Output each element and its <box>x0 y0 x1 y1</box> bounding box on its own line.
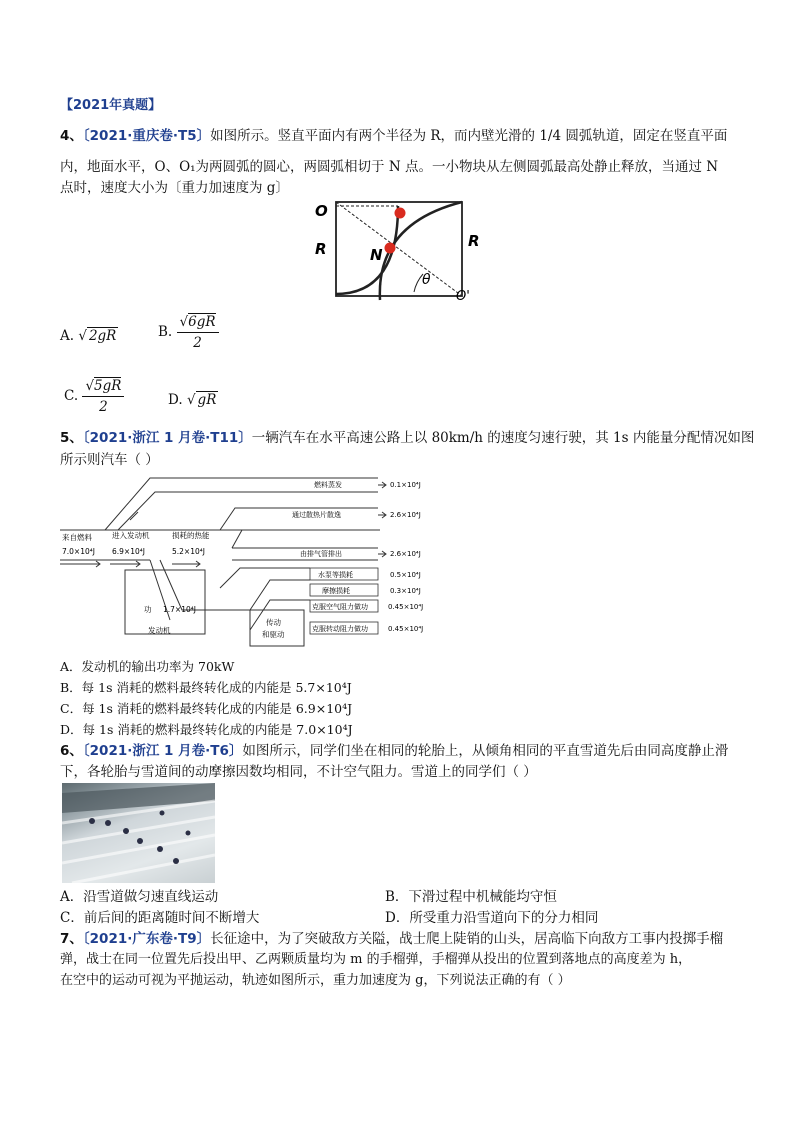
option-c-denominator: 2 <box>99 399 108 415</box>
option-b-fraction: $\frac{√6gR}{2}$ <box>177 312 219 353</box>
q7-source-tag: 〔2021·广东卷·T9〕 <box>82 931 211 947</box>
label-heat-loss-value: 5.2×10⁴J <box>172 547 205 556</box>
label-r-left: R <box>315 240 327 258</box>
output-label-2: 通过散热片散逸 <box>292 511 341 519</box>
label-engine-in: 进入发动机 <box>112 531 150 540</box>
option-c-label: C. <box>64 388 79 404</box>
output-label-4: 水泵等损耗 <box>318 571 353 579</box>
option-b-label: B. <box>158 324 173 340</box>
q6-number: 6、 <box>60 743 83 759</box>
option-d-label: D. <box>168 392 183 408</box>
label-work-value: 1.7×10⁴J <box>163 605 196 614</box>
q6-source-tag: 〔2021·浙江 1 月卷·T6〕 <box>82 743 243 759</box>
q4-option-d[interactable] <box>168 390 218 410</box>
section-title: 【2021年真题】 <box>60 98 162 113</box>
option-c-radicand: 5gR <box>94 378 122 394</box>
label-work: 功 <box>144 605 152 614</box>
label-n: N <box>370 246 383 264</box>
output-value-4: 0.5×10⁴J <box>390 571 421 579</box>
option-c-fraction: $\frac{√5gR}{2}$ <box>82 376 124 417</box>
q4-line1 <box>60 126 727 146</box>
output-value-5: 0.3×10⁴J <box>390 587 421 595</box>
q4-source-tag: 〔2021·重庆卷·T5〕 <box>82 128 211 144</box>
q4-arc-figure <box>306 196 496 304</box>
q4-line3: 点时，速度大小为〔重力加速度为 g〕 <box>60 180 289 196</box>
label-heat-loss: 损耗的热能 <box>172 531 210 540</box>
output-label-3: 由排气管排出 <box>300 550 342 558</box>
q4-line2: 内，地面水平，O、O₁为两圆弧的圆心，两圆弧相切于 N 点。一小物块从左侧圆弧最高处静止释放，当通过 N <box>60 159 719 175</box>
q4-text-1: 如图所示。竖直平面内有两个半径为 R，而内壁光滑的 1/4 圆弧轨道，固定在竖直平面 <box>210 128 728 144</box>
output-value-2: 2.6×10⁴J <box>390 511 421 519</box>
label-transmission-1: 传动 <box>266 618 281 627</box>
q6-option-a[interactable]: A．沿雪道做匀速直线运动 <box>60 889 219 905</box>
q7-text-1: 长征途中，为了突破敌方关隘，战士爬上陡销的山头，居高临下向敌方工事内投掷手榴 <box>210 931 724 947</box>
q5-line1 <box>60 428 754 448</box>
block-at-n <box>385 243 396 254</box>
label-engine-in-value: 6.9×10⁴J <box>112 547 145 556</box>
label-r-right: R <box>468 232 480 250</box>
label-theta: θ <box>422 272 431 288</box>
energy-flow-diagram <box>60 470 432 648</box>
label-o: O <box>315 202 328 220</box>
q5-text-1: 一辆汽车在水平高速公路上以 80km/h 的速度匀速行驶，其 1s 内能量分配情况如图 <box>251 430 755 446</box>
q4-number: 4、 <box>60 128 83 144</box>
option-b-radicand: 6gR <box>188 314 216 330</box>
option-a-sqrt: √ 2gR <box>78 328 117 344</box>
q7-line1 <box>60 929 723 949</box>
label-source: 来自燃料 <box>62 533 92 542</box>
output-label-5: 摩擦损耗 <box>322 587 350 595</box>
q5-option-c[interactable]: C．每 1s 消耗的燃料最终转化成的内能是 6.9×10⁴J <box>60 701 353 716</box>
q6-text-1: 如图所示，同学们坐在相同的轮胎上，从倾角相同的平直雪道先后由同高度静止滑 <box>242 743 729 759</box>
q5-line2: 所示则汽车（ ） <box>60 452 159 468</box>
output-label-6: 克服空气阻力做功 <box>312 603 368 611</box>
q5-number: 5、 <box>60 430 83 446</box>
q6-line2: 下，各轮胎与雪道间的动摩擦因数均相同，不计空气阻力。雪道上的同学们（ ） <box>60 764 537 780</box>
option-d-radicand: gR <box>197 392 217 408</box>
block-at-top <box>395 208 406 219</box>
q6-option-d[interactable]: D．所受重力沿雪道向下的分力相同 <box>385 910 599 926</box>
q4-option-b[interactable] <box>158 312 219 353</box>
option-d-sqrt: √ gR <box>186 392 217 408</box>
q7-number: 7、 <box>60 931 83 947</box>
q6-option-c[interactable]: C．前后间的距离随时间不断增大 <box>60 910 260 926</box>
q5-option-d[interactable]: D．每 1s 消耗的燃料最终转化成的内能是 7.0×10⁴J <box>60 722 353 737</box>
option-a-label: A. <box>60 328 75 344</box>
output-value-1: 0.1×10⁴J <box>390 481 421 489</box>
snow-slope-photo <box>62 783 215 883</box>
q5-source-tag: 〔2021·浙江 1 月卷·T11〕 <box>82 430 252 446</box>
q6-option-b[interactable]: B．下滑过程中机械能均守恒 <box>385 889 557 905</box>
output-value-6: 0.45×10⁴J <box>388 603 424 611</box>
label-o-prime: O' <box>456 289 470 304</box>
q4-option-a[interactable] <box>60 326 118 346</box>
output-label-7: 克服转动阻力做功 <box>312 625 368 633</box>
label-source-value: 7.0×10⁴J <box>62 547 95 556</box>
q5-option-a[interactable]: A．发动机的输出功率为 70kW <box>60 659 235 674</box>
q4-option-c[interactable] <box>64 376 124 417</box>
output-value-3: 2.6×10⁴J <box>390 550 421 558</box>
snow-slope-illustration <box>62 783 215 883</box>
q6-line1 <box>60 741 728 761</box>
output-label-1: 燃料蒸发 <box>314 481 342 489</box>
q5-option-b[interactable]: B．每 1s 消耗的燃料最终转化成的内能是 5.7×10⁴J <box>60 680 352 695</box>
q7-line3: 在空中的运动可视为平抛运动，轨迹如图所示，重力加速度为 g，下列说法正确的有（ ） <box>60 973 571 988</box>
label-transmission-2: 和驱动 <box>262 630 285 639</box>
option-a-radicand: 2gR <box>88 328 117 344</box>
option-b-denominator: 2 <box>193 335 202 351</box>
label-engine: 发动机 <box>148 626 171 635</box>
output-value-7: 0.45×10⁴J <box>388 625 424 633</box>
q7-line2: 弹，战士在同一位置先后投出甲、乙两颗质量均为 m 的手榴弹，手榴弹从投出的位置到落地点的高度差为 h， <box>60 952 692 967</box>
